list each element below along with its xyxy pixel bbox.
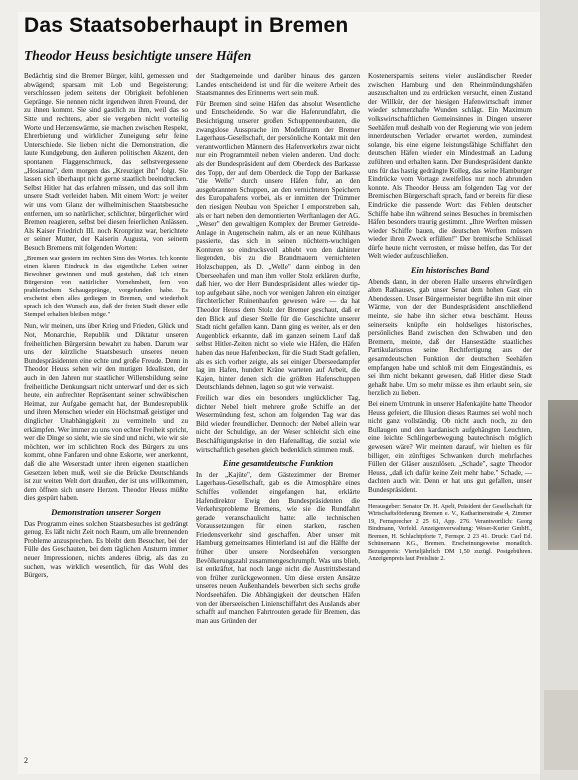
section-heading: Ein historisches Band (410, 265, 490, 276)
paragraph: der Stadtgemeinde und darüber hinaus des ganzen Landes entscheidend ist und für die weitere Arbeit des Staatsmannes des Erinnerns wert sein muß. (196, 72, 360, 98)
column-1 (24, 72, 188, 762)
column-2 (196, 72, 360, 762)
paragraph: Das Programm eines solchen Staatsbesuches ist gedrängt genug. Es läßt nicht Zeit noch Raum, um alle brennenden Probleme anzusprechen. Es bleibt dem Besucher, bei der Fülle des Geschauten, bei dem täglichen Ansturm immer neuer Impressionen, nichts anderes übrig, als das zu suchen, was wirklich wesentlich, für das Wohl des Bürgers, (24, 519, 188, 580)
paragraph: Kostenersparnis seitens vieler ausländischer Reeder zwischen Hamburg und den Rheinmündungshäfen auszuschalten und zu erdrücken versucht, einen Zustand der Willkür, der der hiesigen Hafenwirtschaft immer wieder schmerzhafte Wunden schlägt. Ein Maximum volkswirtschaftlichen Gemeinsinnes in Dingen unserer Seehäfen muß deshalb von der Regierung wie von jedem innerdeutschen Verlader erwartet werden, zumindest solange, bis eine eigene leistungsfähige Schiffahrt den deutschen Häfen wieder ein Mindestmaß an Ladung zuführen und erhalten kann. Der Bundespräsident dankte uns für das hastig gedrängte Kolleg, das seine Hamburger Eindrücke vom Vortage zweifellos nur noch abrunden konnte. Als Theodor Heuss am folgenden Tag vor der Bremischen Bürgerschaft sprach, fand er bereits für diese Eindrücke die passende Wort: das Fehlen deutscher Schiffe habe ihn während seines Besuches in bremischen Häfen besonders traurig gestimmt. „Ihre Werften müssen wieder Schiffe bauen, die deutschen Werften müssen wieder ihren Zweck erfüllen!" Der bremische Schlüssel dürfe heute nicht verrosten, er müsse helfen, das Tor der Welt wieder aufzuschließen. (368, 72, 532, 261)
paragraph: Freilich war dies ein besonders unglücklicher Tag, dichter Nebel hielt mehrere große Schiffe an der Wesermündung fest, schon am folgenden Tag war das Bild wieder freundlicher. Dennoch: der Nebel allein war nicht der Schuldige, an der Weser schleicht sich eine Beschäftigungskrise in den Hafenalltag, die sozial wie wirtschaftlich gesehen gleich bedenklich stimmen muß. (196, 393, 360, 454)
paragraph: Nun, wir meinen, uns über Krieg und Frieden, Glück und Not, Monarchie, Republik und Diktatur unseren freiheitlichen Bürgersinn bewahrt zu haben. Darum war uns der kürzliche Staatsbesuch unseres neuen Bundespräsidenten eine echte und große Freude. Denn in Theodor Heuss sehen wir den mutigen Idealisten, der auch in den Jahren nur staatlicher Willensbildung seine freiheitliche Denkungsart nicht unterwarf und der es sich heute, ein aufrechter Repräsentant seiner schwäbischen Heimat, zur Aufgabe gemacht hat, der Bundesrepublik und ihren Menschen wieder ein Höchstmaß geistiger und dinglicher Unabhängigkeit zu vermitteln und zu erkämpfen. Wer immer zu uns von echter Freiheit spricht, wer die Dinge so sieht, wie sie sind und nicht, wie wir sie möchten, wer im schlichten Rock des Bürgers zu uns kommt, ohne Fanfaren und ohne Eskorte, wer anerkennt, daß die alte Weserstadt unter ihren eigenen staatlichen Gesetzen leben muß, weil sie die Brücke Deutschlands ist zur weiten Welt dort draußen, der ist uns willkommen, dem öffnen sich unsere Herzen. Theodor Heuss müßte dies gespürt haben. (24, 322, 188, 503)
article-subheadline: Theodor Heuss besichtigte unsere Häfen (24, 48, 252, 63)
newspaper-page (18, 12, 540, 774)
page-number: 2 (24, 756, 28, 765)
paragraph: Für Bremen sind seine Häfen das absolut Wesentliche und Entscheidende. So war die Hafenrundfahrt, die Besichtigung unserer großen Schuppenneubauten, die zwangslose Aussprache im Modellraum der Bremer Lagerhaus-Gesellschaft, der persönliche Kontakt mit den verantwortlichen Männern des Hafenverkehrs zwar nicht nur ein Programmteil neben vielen anderen. Und doch: als der Bundespräsident auf dem Oberdeck des Barkasse des Topp, der auf dem Oberdeck die Topp der Barkasse "die Welle" durch unsere Häfen fuhr, an den ausgebrannten Schuppen, an den vernichteten Speichern des Europahafens vorbei, als er inmitten der Trümmer den riesigen Neubau von Speicher I emporstreben sah, als er hart neben den demontierten Werftanlagen der AG. „Weser" den gewaltigen Komplex der Bremer Getreide-Anlage in Augenschein nahm, als er an neue Kühlhaus passierte, das sich in seinen nüchtern-wuchtigen Konturen so eindrucksvoll abhebt von den dahinter liegenden, bis zu die Brandmauern vernichteten Holzschuppen, als D. „Welle" dann einbog in den Überseehafen und man ihm voller Stolz erklären durfte, daß hier, wo der Herr Bundespräsident alles wieder tip-top aufgebaut sähe, noch vor wenigen Jahren ein einziger fürchterlicher Ruinenhaufen gewesen wäre — da hat Theodor Heuss dem Stolz der Bremer geschaut, daß er den Blick auf dieser Stelle für die Geschichte unserer Stadt nicht gefallen kann. Dann ging es weiter, als er den Augenblick erkannte, daß im ganzen seinem Lauf daß selbst Hitler-Zeiten nicht so viele wie Häfen, die Häfen haben das neue Hafenbecken, für die Stadt Stadt gefallen, als es sich vorher zeigte, als sei einiger Überseedampfer lag im Hafen, hundert Kräne warteten auf Arbeit, die Kajen, hinter denen sich die größten Hafenschuppen Deutschlands dehnen, lagen so gut wie verwaist. (196, 99, 360, 392)
paragraph: In der „Kajüte", dem Gästezimmer der Bremer Lagerhaus-Gesellschaft, gab es die Atmosphäre eines Schiffes vollendet eingefangen hat, erklärte Hafendirektor Ewig den Bundespräsidenten die Verkehrsprobleme Bremens, wie sie die Rundfahrt gerade veranschaulicht hatte: alle technischen Voraussetzungen für einen starken, raschen Friedensverkehr sind geschaffen. Aber unser mit Hamburg gemeinsames Hinterland ist auf die Hälfte der früher über unsere Nordseehäfen versorgten Bevölkerungszahl zusammengeschrumpft. Was uns blieb, ist entkräftet, hat noch lange nicht die Austrittsbestand von früher zurückgewonnen. Um diese ersten Ansätze unseres neuen Außenhandels bewerben sich sechs große Nordseehäfen. Die Abhängigkeit der deutschen Häfen von der überseeischen Linienschiffahrt des Auslands aber schafft auf manchen Fahrtrouten gerade für Bremen, das man aus Gründen der (196, 470, 360, 625)
imprint: Herausgeber: Senator Dr. H. Apelt, Präsident der Gesellschaft für Wirtschaftsförderung Bremen e. V., Katharinenstraße 4, Zimmer 19, Fernsprecher 2 25 61, App. 276. Verantwortlich: Georg Bindmann, Verfeld. Anzeigenverwaltung: Weser-Kurier GmbH., Bremen, H. Schlachtpforte 7, Fernspr. 2 23 41. Druck: Carl Ed. Schünemann KG., Bremen. Erscheinungsweise monatlich. Bezugspreis: Vierteljährlich DM 1,50 zuzügl. Postgebühren. Anzeigenpreis laut Preisliste 2. (368, 499, 532, 563)
adjacent-page-edge (540, 0, 578, 780)
adjacent-page-photo (548, 400, 578, 550)
section-heading: Eine gesamtdeutsche Funktion (222, 458, 334, 469)
paragraph: Bedächtig sind die Bremer Bürger, kühl, gemessen und abwägend; sparsam mit Lob und Begeisterung; verschlossen jedem seitens der Obrigkeit befohlenen Gepränge. Sie nennen nicht irgendwen ihren Freund, der zu ihnen kommt. Sie sind gastlich zu ihm, weil das so Sitte und rechtens, aber sie vergeben nicht vorteilig Worte und Herzenswärme, sie machen zwischen Respekt, Ehrerbietung und wirklicher Zuneigung sehr feine Unterschiede. Sie lieben nicht die Demonstration, die laute Kundgebung, den äußeren politischen Akzent, den spontanen Flaggenschmuck, das selbstvergessene „Hosianna", dem morgen das „Kreuziget ihn" folgt. Sie lassen sich überhaupt nicht gerne staatlich beeindrucken. Selbst Hitler hat das erfahren müssen, und das soll ihm unsere Stadt verleidet haben. Mit einem Wort: je weiter wir uns vom Glanz der wilhelminischen Staatsbesuche entfernen, um so natürlicher, schlichter, bürgerlicher wird Bremen reagieren, selbst bei diesen feierlichen Anlässen. Als Kaiser Friedrich III. noch Kronprinz war, berichtete er seiner Mutter, der Kaiserin Augusta, von seinem Besuch Bremens mit folgenden Worten: (24, 72, 188, 252)
paragraph: Bei einem Umtrunk in unserer Hafenkajüte hatte Theodor Heuss gefeiert, die Illusion dieses Raumes sei wohl noch nicht ganz vollständig. Ob nicht auch noch, zu den Bullaugen und den kardanisch aufgehängten Leuchten, eine leichte Schlingerbewegung bautechnisch möglich gewesen wäre? Wir meinten darauf, wir hielten es für billiger, ein zünftiges Schwanken durch mehrfaches Füllen der Gläser auszulösen. „Schade", sagte Theodor Heuss, „daß ich dafür keine Zeit mehr habe." Schade, — dachten auch wir. Denn er hat uns gut gefallen, unser Bundespräsident. (368, 399, 532, 494)
section-heading: Demonstration unserer Sorgen (51, 506, 161, 517)
column-3 (368, 72, 532, 762)
article-headline: Das Staatsoberhaupt in Bremen (24, 14, 349, 37)
adjacent-page-bottom (544, 690, 578, 770)
paragraph: Abends dann, in der oberen Halle unseres ehrwürdigen alten Rathauses, gab unser Senat dem hohen Gast ein Abendessen. Unser Bürgermeister begrüßte ihn mit einer Wärme, von der der Bundespräsident anschließend meinte, sie habe ihn sicher etwa beschämt. Heuss seinerseits knüpfte ein holdseliges historisches, persönliches Band zwischen den Schwaben und den Bremern, meinte, daß der Hansestädte staatliches Partikularismus seine Rechtfertigung aus der gesamtdeutschen Funktion der deutschen Seehäfen empfangen habe und schloß mit dem Eingeständnis, es sei ihm nicht bekannt gewesen, daß Hitler diese Stadt gehaßt habe. Um so mehr müsse es ihm erlaubt sein, sie herzlich zu lieben. (368, 277, 532, 398)
quote-paragraph: „Bremen war gestern im rechten Sinn des Wortes. Ich konnte einen klaren Eindruck in das eigentliche Leben seiner Bewohner gewinnen und muß gestehen, daß ich einen Bürgersinn von natürlicher Vornehmheit, fern von prahlerischem Schaugepränge, vorgefunden habe. Es erscheint eben alles gediegen in Bremen, und wiederholt sprach ich den Wunsch aus, daß der freien Stadt dieser edle Stempel erhalten bleiben möge." (24, 255, 188, 319)
